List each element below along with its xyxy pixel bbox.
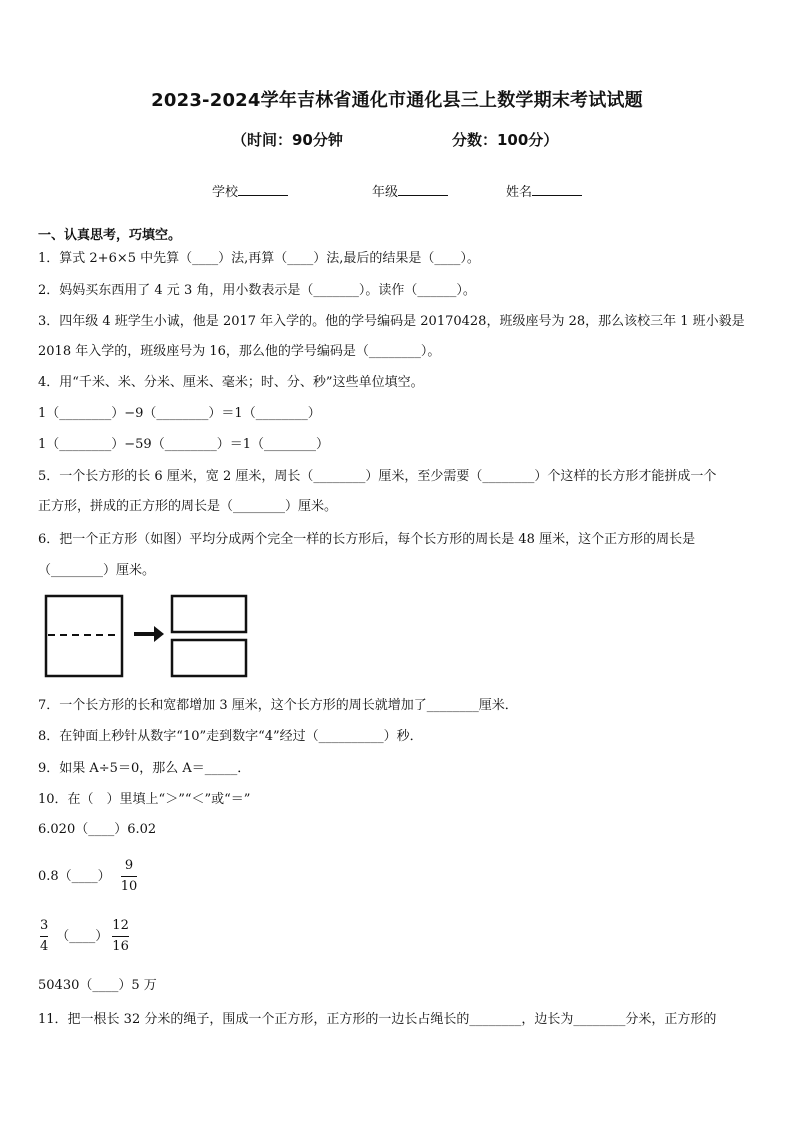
question-6-line-2: （________）厘米。 [38,563,156,578]
school-blank [238,183,288,196]
fraction-numerator: 3 [40,918,49,933]
question-7: 7．一个长方形的长和宽都增加 3 厘米，这个长方形的周长就增加了________厘米． [38,698,518,713]
rectangle-top [172,596,246,632]
fraction-12-16 [112,918,129,955]
fraction-9-10 [121,858,138,895]
question-3-line-1: 3．四年级 4 班学生小诚，他是 2017 年入学的。他的学号编码是 20170428，班级座号为 28，那么该校三年 1 班小毅是 [38,314,745,329]
name-field [506,181,582,200]
name-label: 姓名 [506,185,533,200]
fraction-denominator: 10 [120,879,138,894]
school-field [212,181,288,200]
question-4-line-3: 1（________）−59（________）＝1（________） [38,437,329,452]
grade-blank [398,183,448,196]
grade-field [372,181,448,200]
question-4-line-2: 1（________）−9（________）＝1（________） [38,406,321,421]
q10-c-mid: （____） [56,928,109,944]
question-9: 9．如果 A÷5＝0，那么 A＝_____． [38,761,251,776]
page-title: 2023-2024学年吉林省通化市通化县三上数学期末考试试题 [151,90,643,111]
fraction-denominator: 16 [112,939,129,954]
question-4-line-1: 4．用“千米、米、分米、厘米、毫米；时、分、秒”这些单位填空。 [38,375,424,390]
fraction-bar [40,936,48,937]
rectangle-bottom [172,640,246,676]
grade-label: 年级 [372,185,399,200]
fraction-numerator: 12 [112,918,129,933]
fraction-3-4 [40,918,48,955]
question-8: 8．在钟面上秒针从数字“10”走到数字“4”经过（__________）秒． [38,729,423,744]
q10-b-left: 0.8（____） [38,868,111,884]
question-10-d: 50430（____）5 万 [38,978,157,993]
question-6-line-1: 6．把一个正方形（如图）平均分成两个完全一样的长方形后，每个长方形的周长是 48 厘米，这个正方形的周长是 [38,532,696,547]
fraction-denominator: 4 [40,939,49,954]
question-3-line-2: 2018 年入学的，班级座号为 16，那么他的学号编码是（________）。 [38,344,441,359]
score-label: 分数：100分） [452,131,559,149]
section-heading: 一、认真思考，巧填空。 [38,228,182,243]
question-2: 2．妈妈买东西用了 4 元 3 角，用小数表示是（_______）。读作（______）。 [38,283,476,298]
time-label: （时间：90分钟 [232,131,343,149]
fraction-numerator: 9 [124,858,134,873]
school-label: 学校 [212,185,239,200]
question-10: 10．在（ ）里填上“＞”“＜”或“＝” [38,792,251,807]
question-5-line-1: 5．一个长方形的长 6 厘米，宽 2 厘米，周长（________）厘米，至少需要（________）个这样的长方形才能拼成一个 [38,469,717,484]
fraction-bar [112,936,129,937]
fraction-bar [121,876,138,877]
square-split-figure [40,590,254,682]
question-10-c [40,918,129,955]
question-10-b [38,858,137,895]
name-blank [532,183,582,196]
arrow-head-icon [154,626,164,642]
question-1: 1．算式 2+6×5 中先算（____）法,再算（____）法,最后的结果是（____）。 [38,251,480,266]
question-5-line-2: 正方形，拼成的正方形的周长是（________）厘米。 [38,499,338,514]
question-10-a: 6.020（____）6.02 [38,822,157,837]
question-11: 11．把一根长 32 分米的绳子，围成一个正方形，正方形的一边长占绳长的________，边长为________分米，正方形的 [38,1012,717,1027]
